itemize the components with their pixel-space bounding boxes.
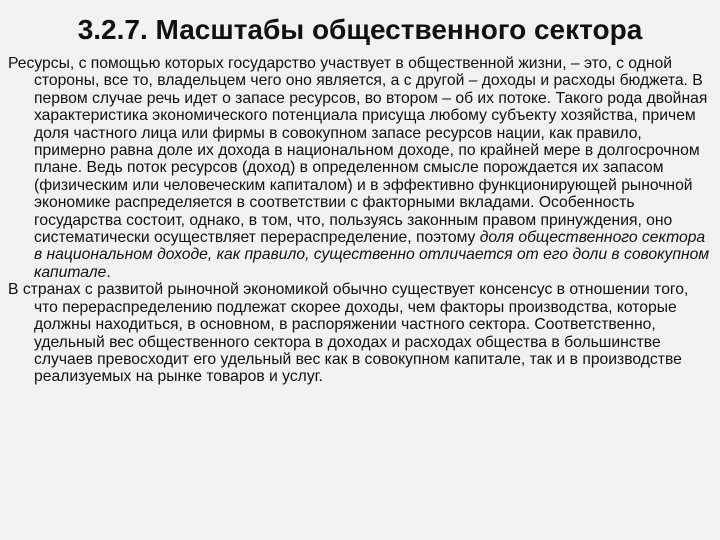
slide-body	[8, 55, 716, 386]
paragraph-1-end: .	[106, 263, 111, 281]
paragraph-1	[8, 55, 716, 281]
paragraph-1-emphasis: доля общественного сектора в национальном доходе, как правило, существенно отличается от его доли в совокупном капитале	[34, 229, 710, 281]
paragraph-2	[8, 281, 716, 385]
slide-title: 3.2.7. Масштабы общественного сектора	[77, 14, 643, 45]
paragraph-2-text: В странах с развитой рыночной экономикой обычно существует консенсус в отношении того, что перераспределению подлежат скорее доходы, чем факторы производства, которые должны находиться, в основном, в распоряжении частного сектора. Соответственно, удельный вес общественного сектора в доходах и расходах общества в большинстве случаев превосходит его удельный вес как в совокупном капитале, так и в производстве реализуемых на рынке товаров и услуг.	[8, 281, 689, 386]
paragraph-1-text: Ресурсы, с помощью которых государство участвует в общественной жизни, – это, с одной стороны, все то, владельцем чего оно является, а с другой – доходы и расходы бюджета. В первом случае речь идет о запасе ресурсов, во втором – об их потоке. Такого рода двойная характеристика экономического потенциала присуща любому субъекту хозяйства, причем доля частного лица или фирмы в совокупном запасе ресурсов нации, как правило, примерно равна доле их дохода в национальном доходе, по крайней мере в долгосрочном плане. Ведь поток ресурсов (доход) в определенном смысле порождается их запасом (физическим или человеческим капиталом) и в эффективно функционирующей рыночной экономике распределяется в соответствии с факторными вкладами. Особенность государства состоит, однако, в том, что, пользуясь законным правом принуждения, оно систематически осуществляет перераспределение, поэтому	[8, 55, 708, 247]
